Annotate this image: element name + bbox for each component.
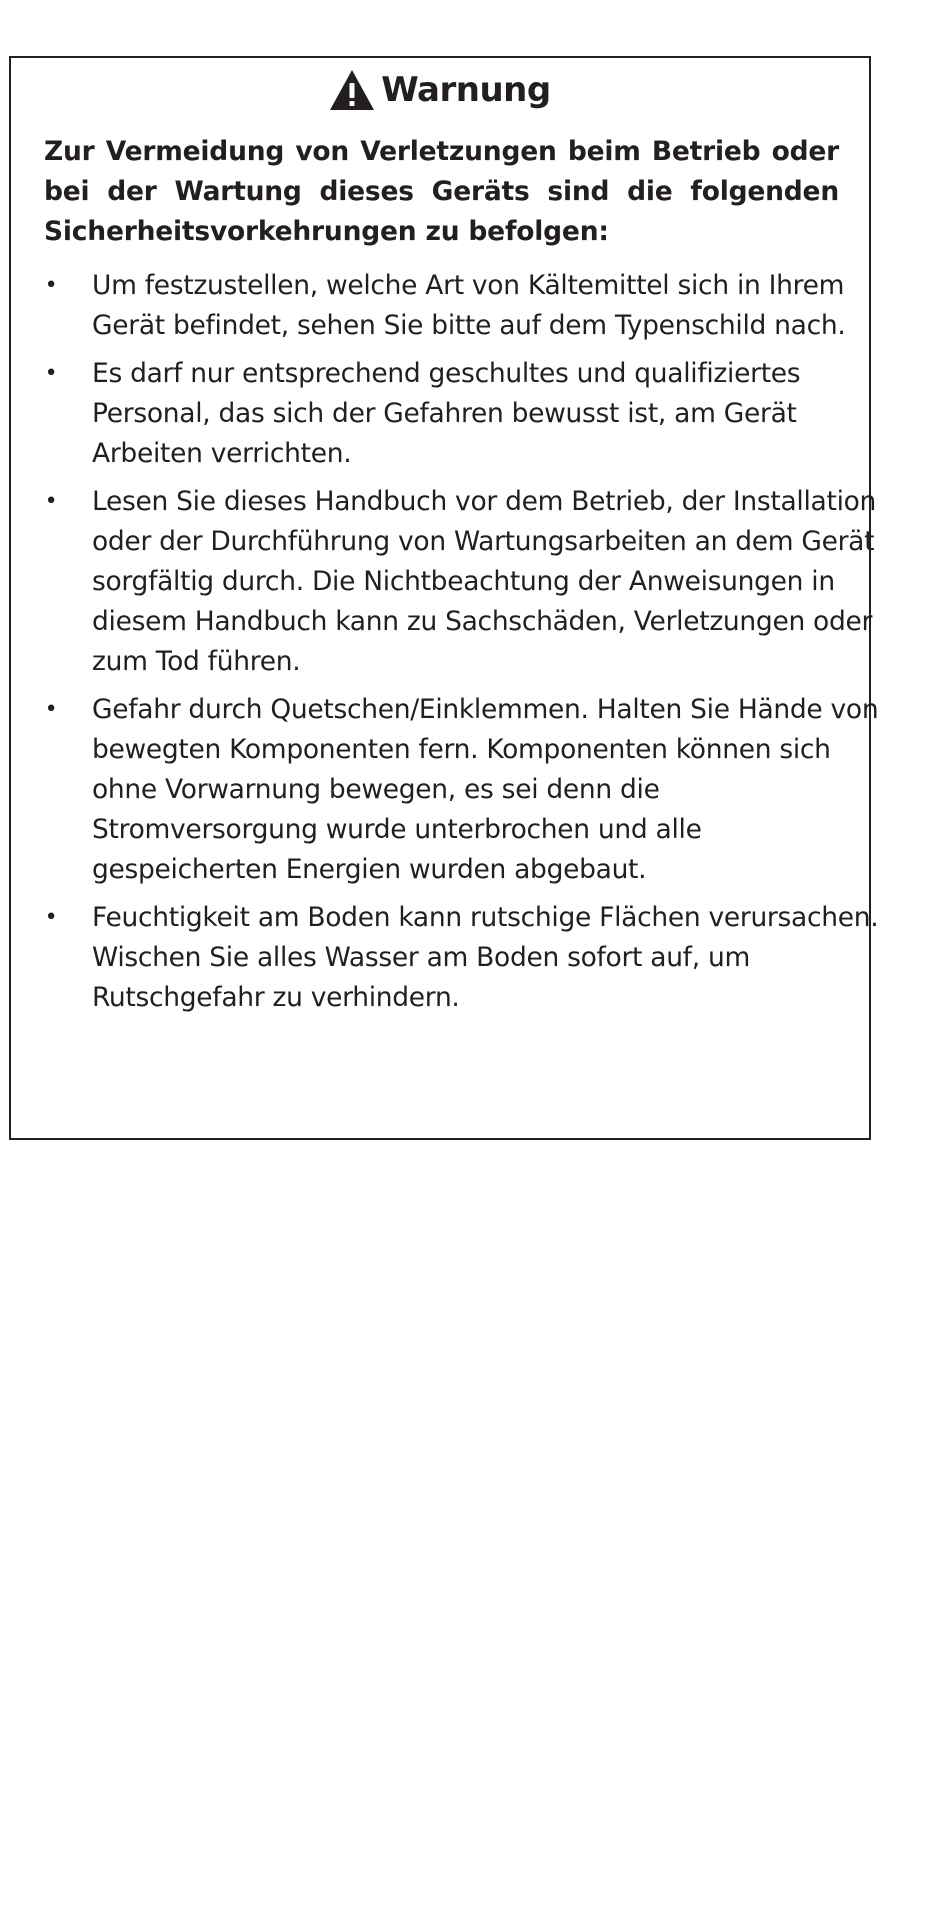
warning-triangle-icon xyxy=(329,69,375,111)
warning-box xyxy=(9,56,879,1140)
list-item xyxy=(11,482,892,682)
bullet-icon: • xyxy=(44,273,58,298)
list-item xyxy=(11,266,892,346)
list-item xyxy=(11,690,892,890)
list-item xyxy=(11,354,892,474)
list-item-text: Feuchtigkeit am Boden kann rutschige Flächen verursachen. Wischen Sie alles Wasser am Boden sofort auf, um Rutschgefahr zu verhindern. xyxy=(92,902,879,1013)
bullet-icon: • xyxy=(44,697,58,722)
list-item-text: Um festzustellen, welche Art von Kältemittel sich in Ihrem Gerät befindet, sehen Sie bitte auf dem Typenschild nach. xyxy=(92,270,846,341)
list-item-text: Es darf nur entsprechend geschultes und qualifiziertes Personal, das sich der Gefahren bewusst ist, am Gerät Arbeiten verrichten. xyxy=(92,358,801,469)
list-item xyxy=(11,898,892,1018)
safety-precautions-list xyxy=(11,266,879,1026)
bullet-icon: • xyxy=(44,361,58,386)
list-item-text: Gefahr durch Quetschen/Einklemmen. Halten Sie Hände von bewegten Komponenten fern. Komponenten können sich ohne Vorwarnung bewegen, es sei denn die Stromversorgung wurde unterbrochen und alle gespeicherten Energien wurden abgebaut. xyxy=(92,694,879,885)
warning-title: Warnung xyxy=(381,70,551,110)
bullet-icon: • xyxy=(44,489,58,514)
warning-header xyxy=(11,64,869,116)
list-item-text: Lesen Sie dieses Handbuch vor dem Betrieb, der Installation oder der Durchführung von Wartungsarbeiten an dem Gerät sorgfältig durch. Die Nichtbeachtung der Anweisungen in diesem Handbuch kann zu Sachschäden, Verletzungen oder zum Tod führen. xyxy=(92,486,877,677)
warning-intro: Zur Vermeidung von Verletzungen beim Betrieb oder bei der Wartung dieses Geräts sind die folgenden Sicherheitsvorkehrungen zu befolgen: xyxy=(44,136,839,247)
bullet-icon: • xyxy=(44,905,58,930)
